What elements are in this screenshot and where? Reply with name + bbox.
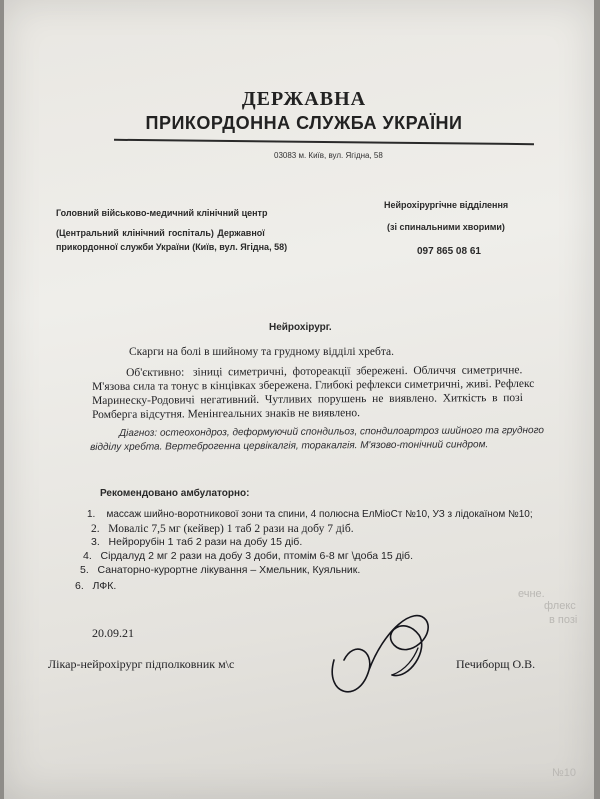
doctor-name: Печиборщ О.В.	[456, 657, 536, 671]
recommendation-item	[87, 509, 533, 520]
recommendation-number: 6.	[75, 580, 84, 592]
exam-heading: Нейрохірург.	[269, 322, 332, 333]
recommendations-heading: Рекомендовано амбулаторно:	[100, 488, 250, 499]
recommendation-item	[91, 536, 302, 548]
department-subtitle: (зі спинальними хворими)	[387, 222, 505, 232]
doctor-title: Лікар-нейрохірург підполковник м\с	[48, 657, 235, 671]
signature	[314, 600, 444, 710]
recommendation-item	[83, 550, 413, 562]
objective-line-3: Маринеску-Родовичі негативний. Чутливих порушень не виявлено. Хиткість в позі	[92, 391, 523, 407]
objective-line-1: Об'єктивно: зіниці симетричні, фотореакції збережені. Обличчя симетричне.	[126, 364, 523, 379]
recommendation-item	[91, 523, 354, 535]
bleed-through-text: в позі	[549, 614, 578, 626]
recommendation-item	[80, 564, 360, 576]
bleed-through-text: флекс	[544, 600, 576, 612]
recommendation-text: Нейрорубін 1 таб 2 рази на добу 15 діб.	[108, 536, 303, 548]
department-phone: 097 865 08 61	[417, 246, 481, 257]
institution-line-2: (Центральний клінічний госпіталь) Державної	[56, 228, 265, 238]
diagnosis-line-2: відділу хребта. Вертеброгенна цервікалгія, торакалгія. М'язово-тонічний синдром.	[90, 439, 489, 453]
recommendation-number: 3.	[91, 536, 100, 548]
title-line-2: ПРИКОРДОННА СЛУЖБА УКРАЇНИ	[145, 113, 463, 133]
bleed-through-text: ечне.	[518, 588, 545, 600]
document-date: 20.09.21	[92, 626, 134, 640]
institution-line-1: Головний військово-медичний клінічний центр	[56, 208, 268, 218]
recommendation-text: Санаторно-курортне лікування – Хмельник, Куяльник.	[97, 564, 361, 576]
recommendation-number: 1.	[87, 509, 96, 520]
recommendation-number: 4.	[83, 550, 92, 562]
header-address: 03083 м. Київ, вул. Ягідна, 58	[274, 151, 383, 160]
diagnosis-line-1: Діагноз: остеохондроз, деформуючий спондильоз, спондилоартроз шийного та грудного	[119, 425, 545, 439]
recommendation-item	[75, 580, 116, 592]
header-rule	[114, 139, 534, 145]
recommendation-text: массаж шийно-воротникової зони та спини, 4 полюсна ЕлМіоСт №10, УЗ з лідокаїном №10;	[106, 509, 533, 520]
complaints-text: Скарги на болі в шийному та грудному відділі хребта.	[129, 346, 394, 358]
recommendation-number: 5.	[80, 564, 89, 576]
objective-line-4: Ромберга відсутня. Менінгеальних знаків не виявлено.	[92, 407, 361, 421]
recommendation-text: Моваліс 7,5 мг (кейвер) 1 таб 2 рази на добу 7 діб.	[108, 523, 354, 535]
recommendation-number: 2.	[91, 523, 100, 535]
document-sheet	[4, 0, 594, 799]
bleed-through-text: №10	[552, 767, 577, 779]
title-line-1: ДЕРЖАВНА	[241, 88, 367, 110]
department-name: Нейрохірургічне відділення	[384, 200, 509, 210]
objective-line-2: М'язова сила та тонус в кінцівках збережена. Глибокі рефлекси симетричні, живі. Рефлекс	[92, 377, 535, 393]
recommendation-text: Сірдалуд 2 мг 2 рази на добу 3 доби, птомім 6-8 мг \доба 15 діб.	[100, 550, 413, 562]
recommendation-text: ЛФК.	[92, 580, 117, 592]
institution-line-3: прикордонної служби України (Київ, вул. Ягідна, 58)	[56, 242, 288, 252]
